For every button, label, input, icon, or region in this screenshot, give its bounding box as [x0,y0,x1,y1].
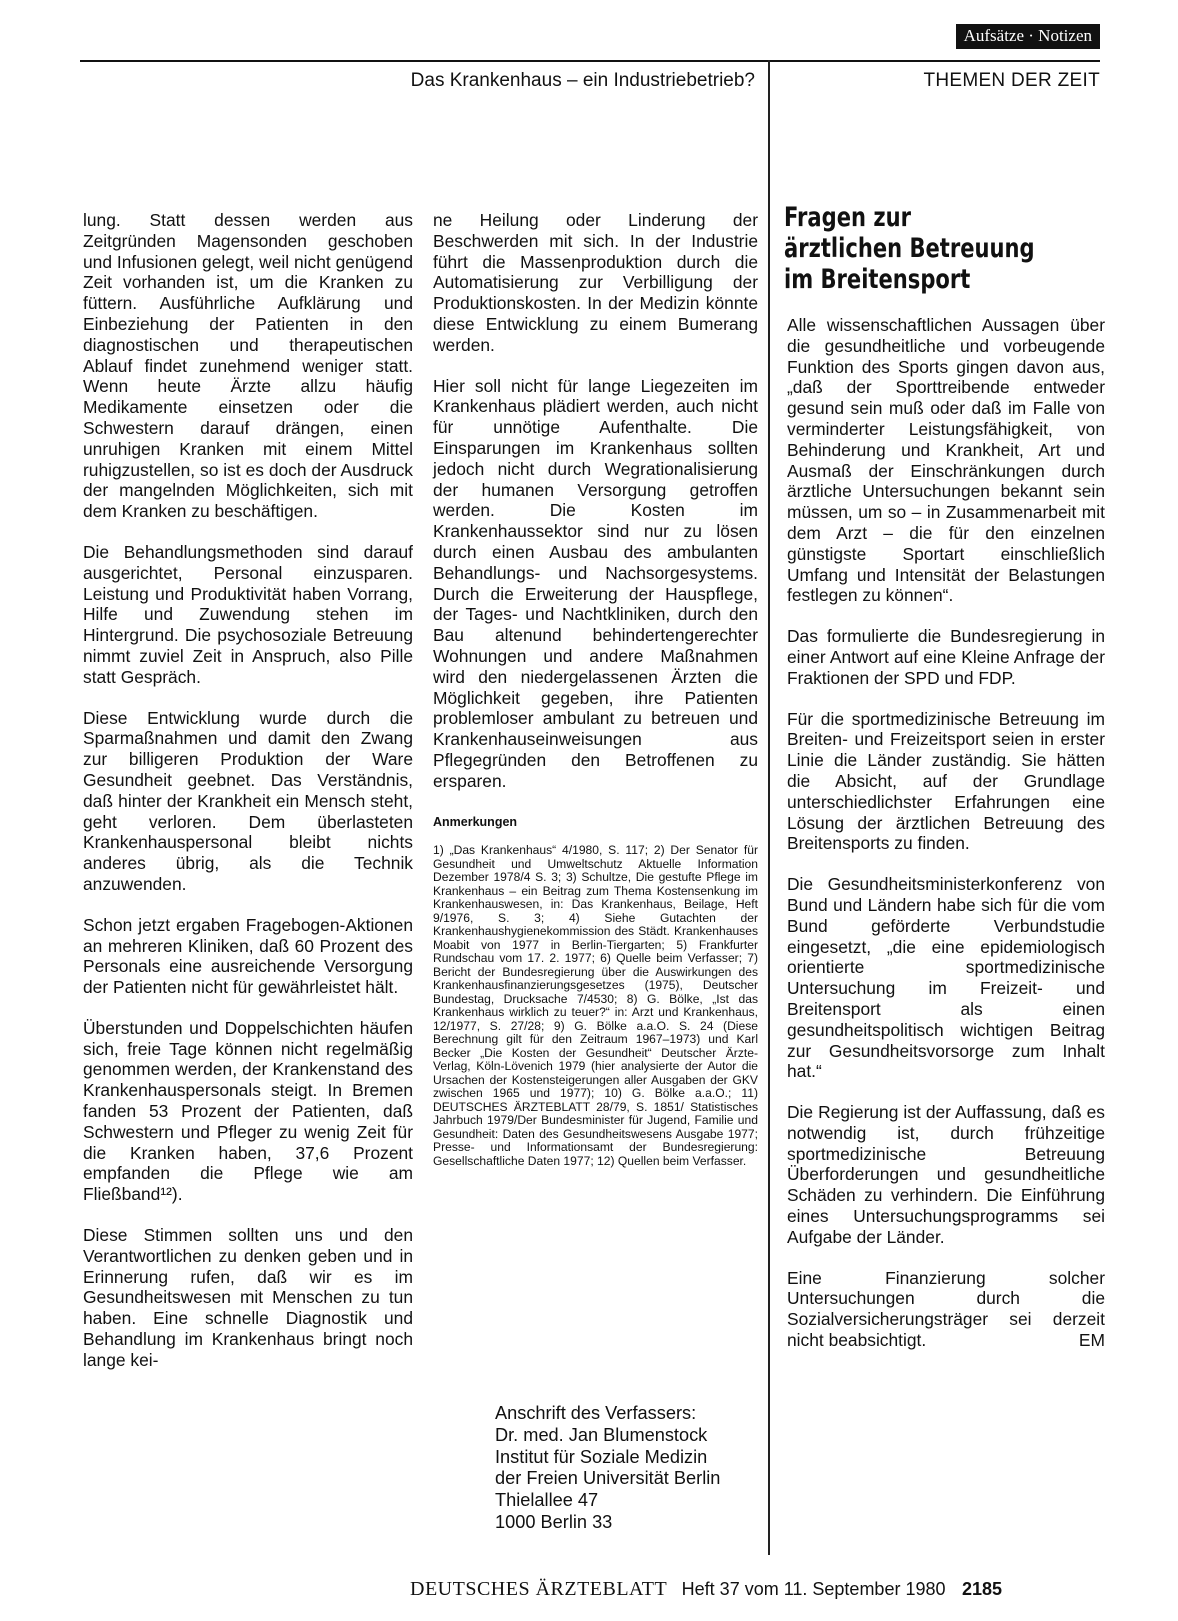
headline-line: im Breitensport [784,264,971,295]
address-line: der Freien Universität Berlin [495,1468,721,1489]
notes-heading: Anmerkungen [433,814,518,829]
paragraph: Die Behandlungsmethoden sind darauf ausgerichtet, Personal einzusparen. Leistung und Produktivität haben Vorrang, Hilfe und Zuwendung stehen im Hintergrund. Die psychosoziale Betreuung nimmt zuviel Zeit in Anspruch, also Pille statt Gespräch. [83,541,413,687]
paragraph: Für die sportmedizinische Betreuung im Breiten- und Freizeitsport seien in erster Linie die Länder zuständig. Sie hätten die Absicht, auf der Grundlage unterschiedlichster Erfahrungen eine Lösung der ärztlichen Betreuung des Breitensports zu finden. [787,708,1105,854]
paragraph: Das formulierte die Bundesregierung in einer Antwort auf eine Kleine Anfrage der Fraktionen der SPD und FDP. [787,626,1105,688]
address-line: 1000 Berlin 33 [495,1511,613,1532]
paragraph: Die Regierung ist der Auffassung, daß es notwendig ist, durch frühzeitige sportmedizinische Betreuung Überforderungen und gesundheitliche Schäden zu verhindern. Die Einführung eines Untersuchungsprogramms sei Aufgabe der Länder. [787,1102,1105,1247]
column-divider [768,60,770,1555]
header-rule [80,60,1100,62]
article-column-2 [433,210,758,1188]
address-line: Anschrift des Verfassers: [495,1403,697,1423]
paragraph: lung. Statt dessen werden aus Zeitgründen Magensonden geschoben und Infusionen gelegt, weil nicht genügend Zeit vorhanden ist, um die Kranken zu füttern. Ausführliche Aufklärung und Einbeziehung der Patienten in den diagnostischen und therapeutischen Ablauf findet zunehmend weniger statt. Wenn heute Ärzte allzu häufig Medikamente einsetzen oder die Schwestern darauf drängen, einen unruhigen Kranken mit einem Mittel ruhigzustellen, so ist es doch der Ausdruck der mangelnden Möglichkeiten, sich mit dem Kranken zu beschäftigen. [83,210,413,522]
headline-line: ärztlichen Betreuung [784,233,1035,264]
paragraph: Diese Entwicklung wurde durch die Sparmaßnahmen und damit den Zwang zur billigeren Produktion der Ware Gesundheit geebnet. Das Verständnis, daß hinter der Krankheit ein Mensch steht, geht verloren. Dem überlasteten Krankenhauspersonal bleibt nichts anderes übrig, als die Technik anzuwenden. [83,707,413,894]
paragraph: Hier soll nicht für lange Liegezeiten im Krankenhaus plädiert werden, auch nicht für unnötige Aufenthalte. Die Einsparungen im Krankenhaus sollten jedoch nicht durch Wegrationalisierung der humanen Versorgung getroffen werden. Die Kosten im Krankenhaussektor sind nur zu lösen durch einen Ausbau des ambulanten Behandlungs- und Nachsorgesystems. Durch die Erweiterung der Hauspflege, der Tages- und Nachtkliniken, durch den Bau altenund behindertengerechter Wohnungen und andere Maßnahmen wird den niedergelassenen Ärzten die Möglichkeit gegeben, ihre Patienten problemloser ambulant zu betreuen und Krankenhauseinweisungen aus Pflegegründen den Betroffenen zu ersparen. [433,375,758,791]
section-running-title: THEMEN DER ZEIT [923,70,1100,91]
article-column-1 [83,210,413,1391]
sidebar-headline [784,202,1034,295]
paragraph: Schon jetzt ergaben Fragebogen-Aktionen an mehreren Kliniken, daß 60 Prozent des Personals eine ausreichende Versorgung der Patienten nicht für gewährleistet hält. [83,914,413,998]
paragraph [787,1268,1105,1351]
page-footer [410,1578,1002,1601]
paragraph: Diese Stimmen sollten uns und den Verantwortlichen zu denken geben und in Erinnerung rufen, daß wir es im Gesundheitswesen mit Menschen zu tun haben. Eine schnelle Diagnostik und Behandlung im Krankenhaus bringt noch lange kei- [83,1225,413,1370]
address-line: Dr. med. Jan Blumenstock [495,1424,708,1445]
paragraph: Überstunden und Doppelschichten häufen sich, freie Tage können nicht regelmäßig genommen werden, der Krankenstand des Krankenhauspersonals steigt. In Bremen fanden 53 Prozent der Patienten, daß Schwestern und Pfleger zu wenig Zeit für die Kranken haben, 37,6 Prozent empfanden die Pflege wie am Fließband¹²). [83,1017,413,1205]
journal-name: DEUTSCHES ÄRZTEBLATT [410,1578,668,1600]
paragraph: ne Heilung oder Linderung der Beschwerden mit sich. In der Industrie führt die Massenproduktion durch die Automatisierung zur Verbilligung der Produktionskosten. In der Medizin könnte diese Entwicklung zu einem Bumerang werden. [433,210,758,355]
section-badge: Aufsätze · Notizen [956,24,1100,49]
sidebar-column [787,315,1105,1371]
page-number: 2185 [961,1579,1002,1599]
address-line: Thielallee 47 [495,1490,599,1511]
address-line: Institut für Soziale Medizin [495,1446,708,1467]
paragraph: Alle wissenschaftlichen Aussagen über die gesundheitliche und vorbeugende Funktion des Sports gingen davon aus, „daß der Sporttreibende entweder gesund sein muß oder daß im Falle von verminderter Leistungsfähigkeit, von Behinderung und Krankheit, Art und Ausmaß der Einschränkungen durch ärztliche Untersuchungen bekannt sein müssen, um so – in Zusammenarbeit mit dem Arzt – die für den einzelnen günstigste Sportart einschließlich Umfang und Intensität der Belastungen festlegen zu können“. [787,315,1105,606]
author-initials: EM [1078,1330,1105,1351]
headline-line: Fragen zur [784,202,911,233]
author-address [495,1403,720,1534]
paragraph-text: Eine Finanzierung solcher Untersuchungen durch die Sozialversicherungsträger sei derzeit nicht beabsichtigt. [787,1267,1105,1351]
footnotes: 1) „Das Krankenhaus“ 4/1980, S. 117; 2) Der Senator für Gesundheit und Umweltschutz Aktuelle Information Dezember 1978/4 S. 3; 3) Schultze, Die gestufte Pflege im Krankenhaus – ein Beitrag zum Thema Kostensenkung im Krankenhauswesen, in: Das Krankenhaus, Beilage, Heft 9/1976, S. 3; 4) Siehe Gutachten der Krankenhaushygienekommission des Städt. Krankenhauses Moabit von 1977 in Berlin-Tiergarten; 5) Frankfurter Rundschau vom 17. 2. 1977; 6) Quelle beim Verfasser; 7) Bericht der Bundesregierung über die Auswirkungen des Krankenhausfinanzierungsgesetzes (1975), Deutscher Bundestag, Drucksache 7/4530; 8) G. Bölke, „Ist das Krankenhaus wirklich zu teuer?“ in: Arzt und Krankenhaus, 12/1977, S. 27/28; 9) G. Bölke a.a.O. S. 24 (Diese Berechnung gilt für den Zeitraum 1967–1973) und Karl Becker „Die Kosten der Gesundheit“ Deutscher Ärzte-Verlag, Köln-Lövenich 1979 (hier analysierte der Autor die Ursachen der Kostensteigerungen aller Ausgaben der GKV zwischen 1965 und 1977); 10) G. Bölke a.a.O.; 11) DEUTSCHES ÄRZTEBLATT 28/79, S. 1851/ Statistisches Jahrbuch 1979/Der Bundesminister für Jugend, Familie und Gesundheit: Daten des Gesundheitswesens Ausgabe 1977; Presse- und Informationsamt der Bundesregierung: Gesellschaftliche Daten 1977; 12) Quellen beim Verfasser. [433,843,758,1168]
article-running-title: Das Krankenhaus – ein Industriebetrieb? [410,70,755,91]
issue-info: Heft 37 vom 11. September 1980 [681,1579,946,1599]
paragraph: Die Gesundheitsministerkonferenz von Bund und Ländern habe sich für die vom Bund geförderte Verbundstudie eingesetzt, „die eine epidemiologisch orientierte sportmedizinische Untersuchung im Freizeit- und Breitensport als einen gesundheitspolitisch wichtigen Beitrag zur Gesundheitsvorsorge zum Inhalt hat.“ [787,874,1105,1082]
